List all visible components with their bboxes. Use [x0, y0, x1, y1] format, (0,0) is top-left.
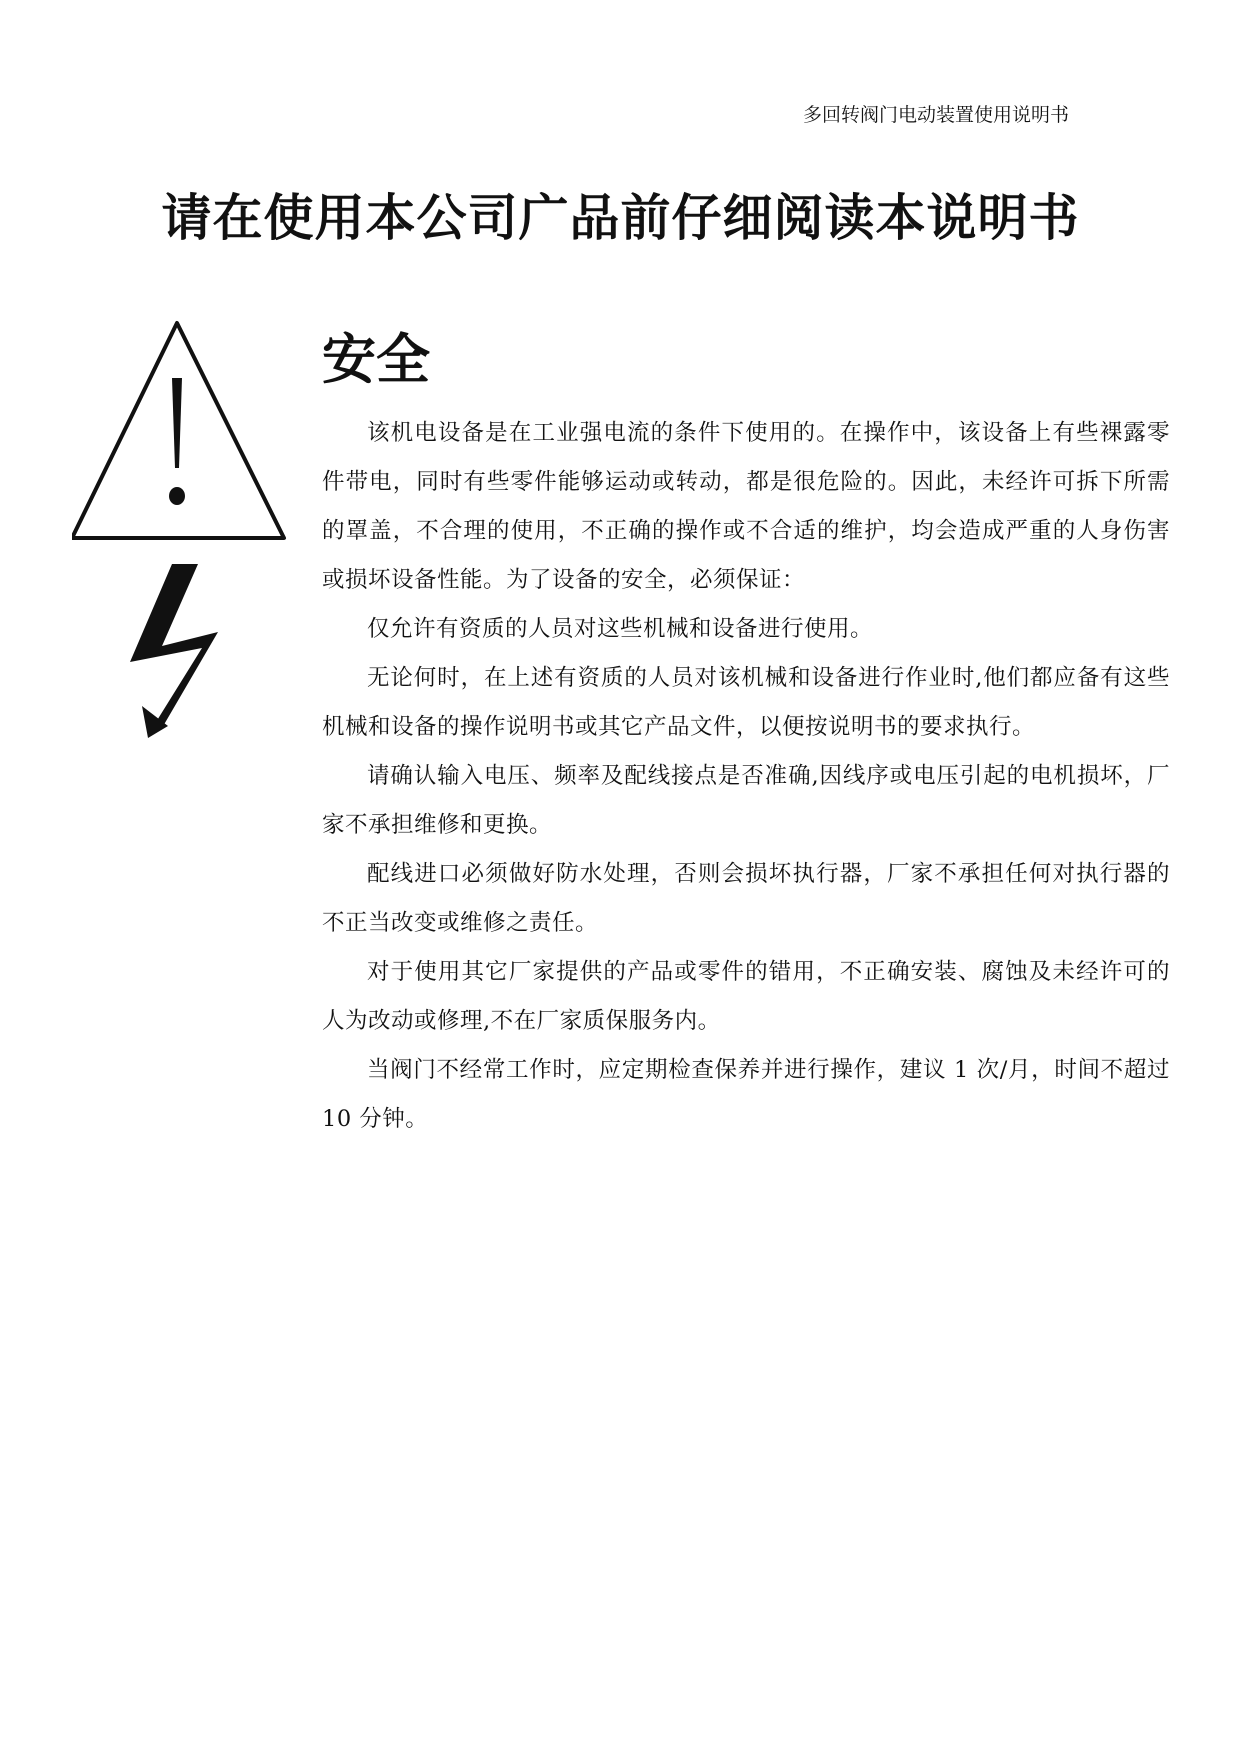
lightning-bolt-arrow-icon: [130, 564, 218, 738]
running-header: 多回转阀门电动装置使用说明书: [802, 104, 1069, 126]
paragraph: 配线进口必须做好防水处理，否则会损坏执行器，厂家不承担任何对执行器的不正当改变或维修之责任。: [322, 861, 1170, 936]
paragraph: 请确认输入电压、频率及配线接点是否准确,因线序或电压引起的电机损坏，厂家不承担维修和更换。: [322, 763, 1170, 838]
safety-section: [322, 325, 1170, 1144]
paragraph: 当阀门不经常工作时，应定期检查保养并进行操作，建议 1 次/月，时间不超过 10 分钟。: [322, 1057, 1170, 1132]
paragraph: 仅允许有资质的人员对这些机械和设备进行使用。: [367, 616, 874, 642]
page-title: 请在使用本公司广品前仔细阅读本说明书: [161, 189, 1080, 247]
exclamation-triangle-icon: [72, 323, 284, 538]
paragraph: 该机电设备是在工业强电流的条件下使用的。在操作中，该设备上有些裸露零件带电，同时有些零件能够运动或转动，都是很危险的。因此，未经许可拆下所需的罩盖，不合理的使用，不正确的操作或不合适的维护，均会造成严重的人身伤害或损坏设备性能。为了设备的安全，必须保证：: [322, 420, 1170, 593]
section-heading: 安全: [322, 328, 430, 391]
warning-graphic: [72, 318, 322, 758]
paragraph: 对于使用其它厂家提供的产品或零件的错用，不正确安装、腐蚀及未经许可的人为改动或修理,不在厂家质保服务内。: [322, 959, 1170, 1034]
paragraph: 无论何时，在上述有资质的人员对该机械和设备进行作业时,他们都应备有这些机械和设备的操作说明书或其它产品文件，以便按说明书的要求执行。: [322, 665, 1170, 740]
